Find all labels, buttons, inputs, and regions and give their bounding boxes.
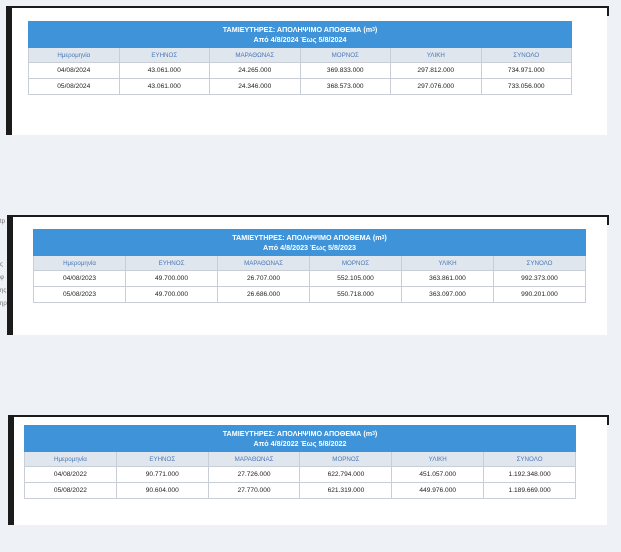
col-date: Ημερομηνία — [34, 256, 126, 271]
cell-mornos: 621.319.000 — [300, 483, 392, 499]
column-header-row — [29, 48, 572, 63]
panel-endcap — [607, 6, 609, 16]
col-total: ΣΥΝΟΛΟ — [481, 48, 572, 63]
cell-yliki: 297.812.000 — [391, 63, 482, 79]
col-total: ΣΥΝΟΛΟ — [494, 256, 586, 271]
cell-date: 04/08/2024 — [29, 63, 120, 79]
cell-yliki: 297.076.000 — [391, 79, 482, 95]
margin-fragment: tp — [0, 219, 6, 225]
cropped-margin-text — [0, 216, 7, 311]
table-row — [25, 467, 576, 483]
reservoir-table-2022 — [24, 425, 576, 499]
cell-mornos: 550.718.000 — [310, 287, 402, 303]
table-title: ΤΑΜΙΕΥΤΗΡΕΣ: ΑΠΟΛΗΨΙΜΟ ΑΠΟΘΕΜΑ $(m^3)$ Από 4/8/2024 Έως 5/8/2024 — [29, 22, 572, 48]
cell-marathonas: 27.726.000 — [208, 467, 300, 483]
col-marathonas: ΜΑΡΑΘΩΝΑΣ — [218, 256, 310, 271]
cell-total: 1.189.669.000 — [484, 483, 576, 499]
cell-total: 992.373.000 — [494, 271, 586, 287]
cell-mornos: 552.105.000 — [310, 271, 402, 287]
col-mornos: ΜΟΡΝΟΣ — [300, 452, 392, 467]
table-row — [34, 287, 586, 303]
cell-total: 990.201.000 — [494, 287, 586, 303]
col-date: Ημερομηνία — [29, 48, 120, 63]
col-evinos: ΕΥΗΝΟΣ — [116, 452, 208, 467]
col-total: ΣΥΝΟΛΟ — [484, 452, 576, 467]
cell-evinos: 43.061.000 — [119, 63, 210, 79]
cell-date: 04/08/2022 — [25, 467, 117, 483]
cell-date: 05/08/2023 — [34, 287, 126, 303]
table-subtitle: Από 4/8/2023 Έως 5/8/2023 — [263, 243, 356, 252]
cell-date: 05/08/2022 — [25, 483, 117, 499]
col-mornos: ΜΟΡΝΟΣ — [310, 256, 402, 271]
col-date: Ημερομηνία — [25, 452, 117, 467]
cell-total: 734.971.000 — [481, 63, 572, 79]
screenshot-panel-2024 — [6, 6, 607, 135]
screenshot-panel-2022 — [8, 415, 607, 525]
panel-top-border — [13, 215, 607, 217]
col-mornos: ΜΟΡΝΟΣ — [300, 48, 391, 63]
cell-total: 1.192.348.000 — [484, 467, 576, 483]
col-yliki: ΥΛΙΚΗ — [402, 256, 494, 271]
cell-evinos: 49.700.000 — [126, 271, 218, 287]
table-row — [29, 79, 572, 95]
panel-top-border — [14, 415, 607, 417]
cell-marathonas: 27.770.000 — [208, 483, 300, 499]
cell-yliki: 451.057.000 — [392, 467, 484, 483]
cell-date: 05/08/2024 — [29, 79, 120, 95]
col-yliki: ΥΛΙΚΗ — [391, 48, 482, 63]
cell-date: 04/08/2023 — [34, 271, 126, 287]
cell-marathonas: 26.686.000 — [218, 287, 310, 303]
table-row — [34, 271, 586, 287]
screenshot-panel-2023 — [7, 215, 607, 335]
cell-yliki: 363.097.000 — [402, 287, 494, 303]
cell-marathonas: 24.346.000 — [210, 79, 301, 95]
table-subtitle: Από 4/8/2024 Έως 5/8/2024 — [253, 35, 347, 44]
cell-mornos: 368.573.000 — [300, 79, 391, 95]
panel-endcap — [607, 415, 609, 425]
col-yliki: ΥΛΙΚΗ — [392, 452, 484, 467]
table-row — [25, 483, 576, 499]
margin-fragment: ης — [0, 288, 7, 294]
col-marathonas: ΜΑΡΑΘΩΝΑΣ — [210, 48, 301, 63]
cell-evinos: 49.700.000 — [126, 287, 218, 303]
table-title: ΤΑΜΙΕΥΤΗΡΕΣ: ΑΠΟΛΗΨΙΜΟ ΑΠΟΘΕΜΑ $(m^3)$ Από 4/8/2023 Έως 5/8/2023 — [34, 230, 586, 256]
col-evinos: ΕΥΗΝΟΣ — [119, 48, 210, 63]
cell-evinos: 90.771.000 — [116, 467, 208, 483]
table-subtitle: Από 4/8/2022 Έως 5/8/2022 — [253, 439, 347, 448]
panel-top-border — [12, 6, 607, 8]
column-header-row — [34, 256, 586, 271]
cell-yliki: 449.976.000 — [392, 483, 484, 499]
reservoir-table-2024 — [28, 21, 572, 95]
panel-endcap — [607, 215, 609, 225]
table-title: ΤΑΜΙΕΥΤΗΡΕΣ: ΑΠΟΛΗΨΙΜΟ ΑΠΟΘΕΜΑ $(m^3)$ Από 4/8/2022 Έως 5/8/2022 — [25, 426, 576, 452]
cell-yliki: 363.861.000 — [402, 271, 494, 287]
cell-marathonas: 24.265.000 — [210, 63, 301, 79]
column-header-row — [25, 452, 576, 467]
margin-fragment: φ — [0, 275, 4, 281]
cell-mornos: 369.833.000 — [300, 63, 391, 79]
cell-evinos: 43.061.000 — [119, 79, 210, 95]
cell-marathonas: 26.707.000 — [218, 271, 310, 287]
margin-fragment: ς — [0, 262, 3, 268]
table-row — [29, 63, 572, 79]
col-evinos: ΕΥΗΝΟΣ — [126, 256, 218, 271]
cell-evinos: 90.604.000 — [116, 483, 208, 499]
reservoir-table-2023 — [33, 229, 586, 303]
cell-total: 733.056.000 — [481, 79, 572, 95]
col-marathonas: ΜΑΡΑΘΩΝΑΣ — [208, 452, 300, 467]
margin-fragment: ηρ — [0, 301, 7, 307]
cell-mornos: 622.794.000 — [300, 467, 392, 483]
